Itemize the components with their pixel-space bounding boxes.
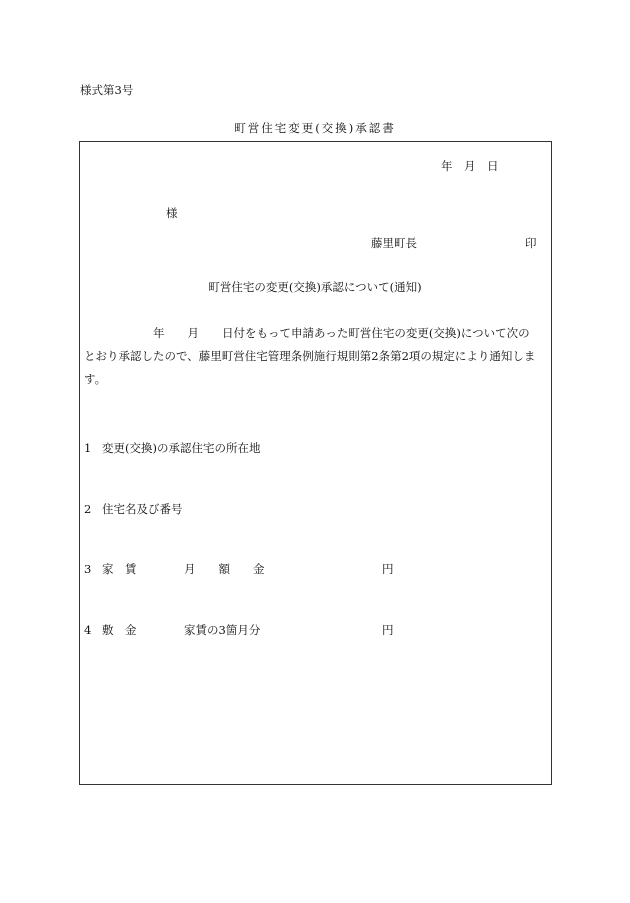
- body-text-line: とおり承認したので、藤里町営住宅管理条例施行規則第2条第2項の規定により通知しま: [84, 349, 536, 363]
- item-number: 4: [84, 623, 92, 637]
- item-number: 3: [84, 562, 92, 576]
- addressee-suffix: 様: [166, 206, 178, 220]
- item-unit: 円: [382, 623, 394, 637]
- item-label: 敷 金: [102, 623, 137, 637]
- item-unit: 円: [382, 562, 394, 576]
- item-value: 月 額 金: [184, 562, 265, 576]
- item-location: [84, 440, 260, 456]
- item-housing-name: [84, 501, 183, 517]
- item-number: 2: [84, 502, 92, 516]
- item-number: 1: [84, 441, 92, 455]
- issuer-name: 藤里町長: [371, 236, 417, 250]
- item-rent: [84, 561, 394, 577]
- item-deposit: [84, 622, 394, 638]
- item-label: 家 賃: [102, 562, 137, 576]
- seal-mark: 印: [525, 236, 537, 250]
- body-text-line: す。: [84, 372, 107, 386]
- date-line: 年 月 日: [441, 159, 499, 173]
- form-number: 様式第3号: [80, 83, 134, 97]
- item-label: 変更(交換)の承認住宅の所在地: [102, 441, 261, 455]
- item-label: 住宅名及び番号: [102, 502, 183, 516]
- notice-title: 町営住宅の変更(交換)承認について(通知): [208, 280, 422, 294]
- item-value: 家賃の3箇月分: [184, 623, 261, 637]
- document-title: 町営住宅変更(交換)承認書: [234, 121, 396, 135]
- form-frame: [79, 141, 552, 785]
- body-text-line: 年 月 日付をもって申請あった町営住宅の変更(交換)について次の: [153, 326, 530, 340]
